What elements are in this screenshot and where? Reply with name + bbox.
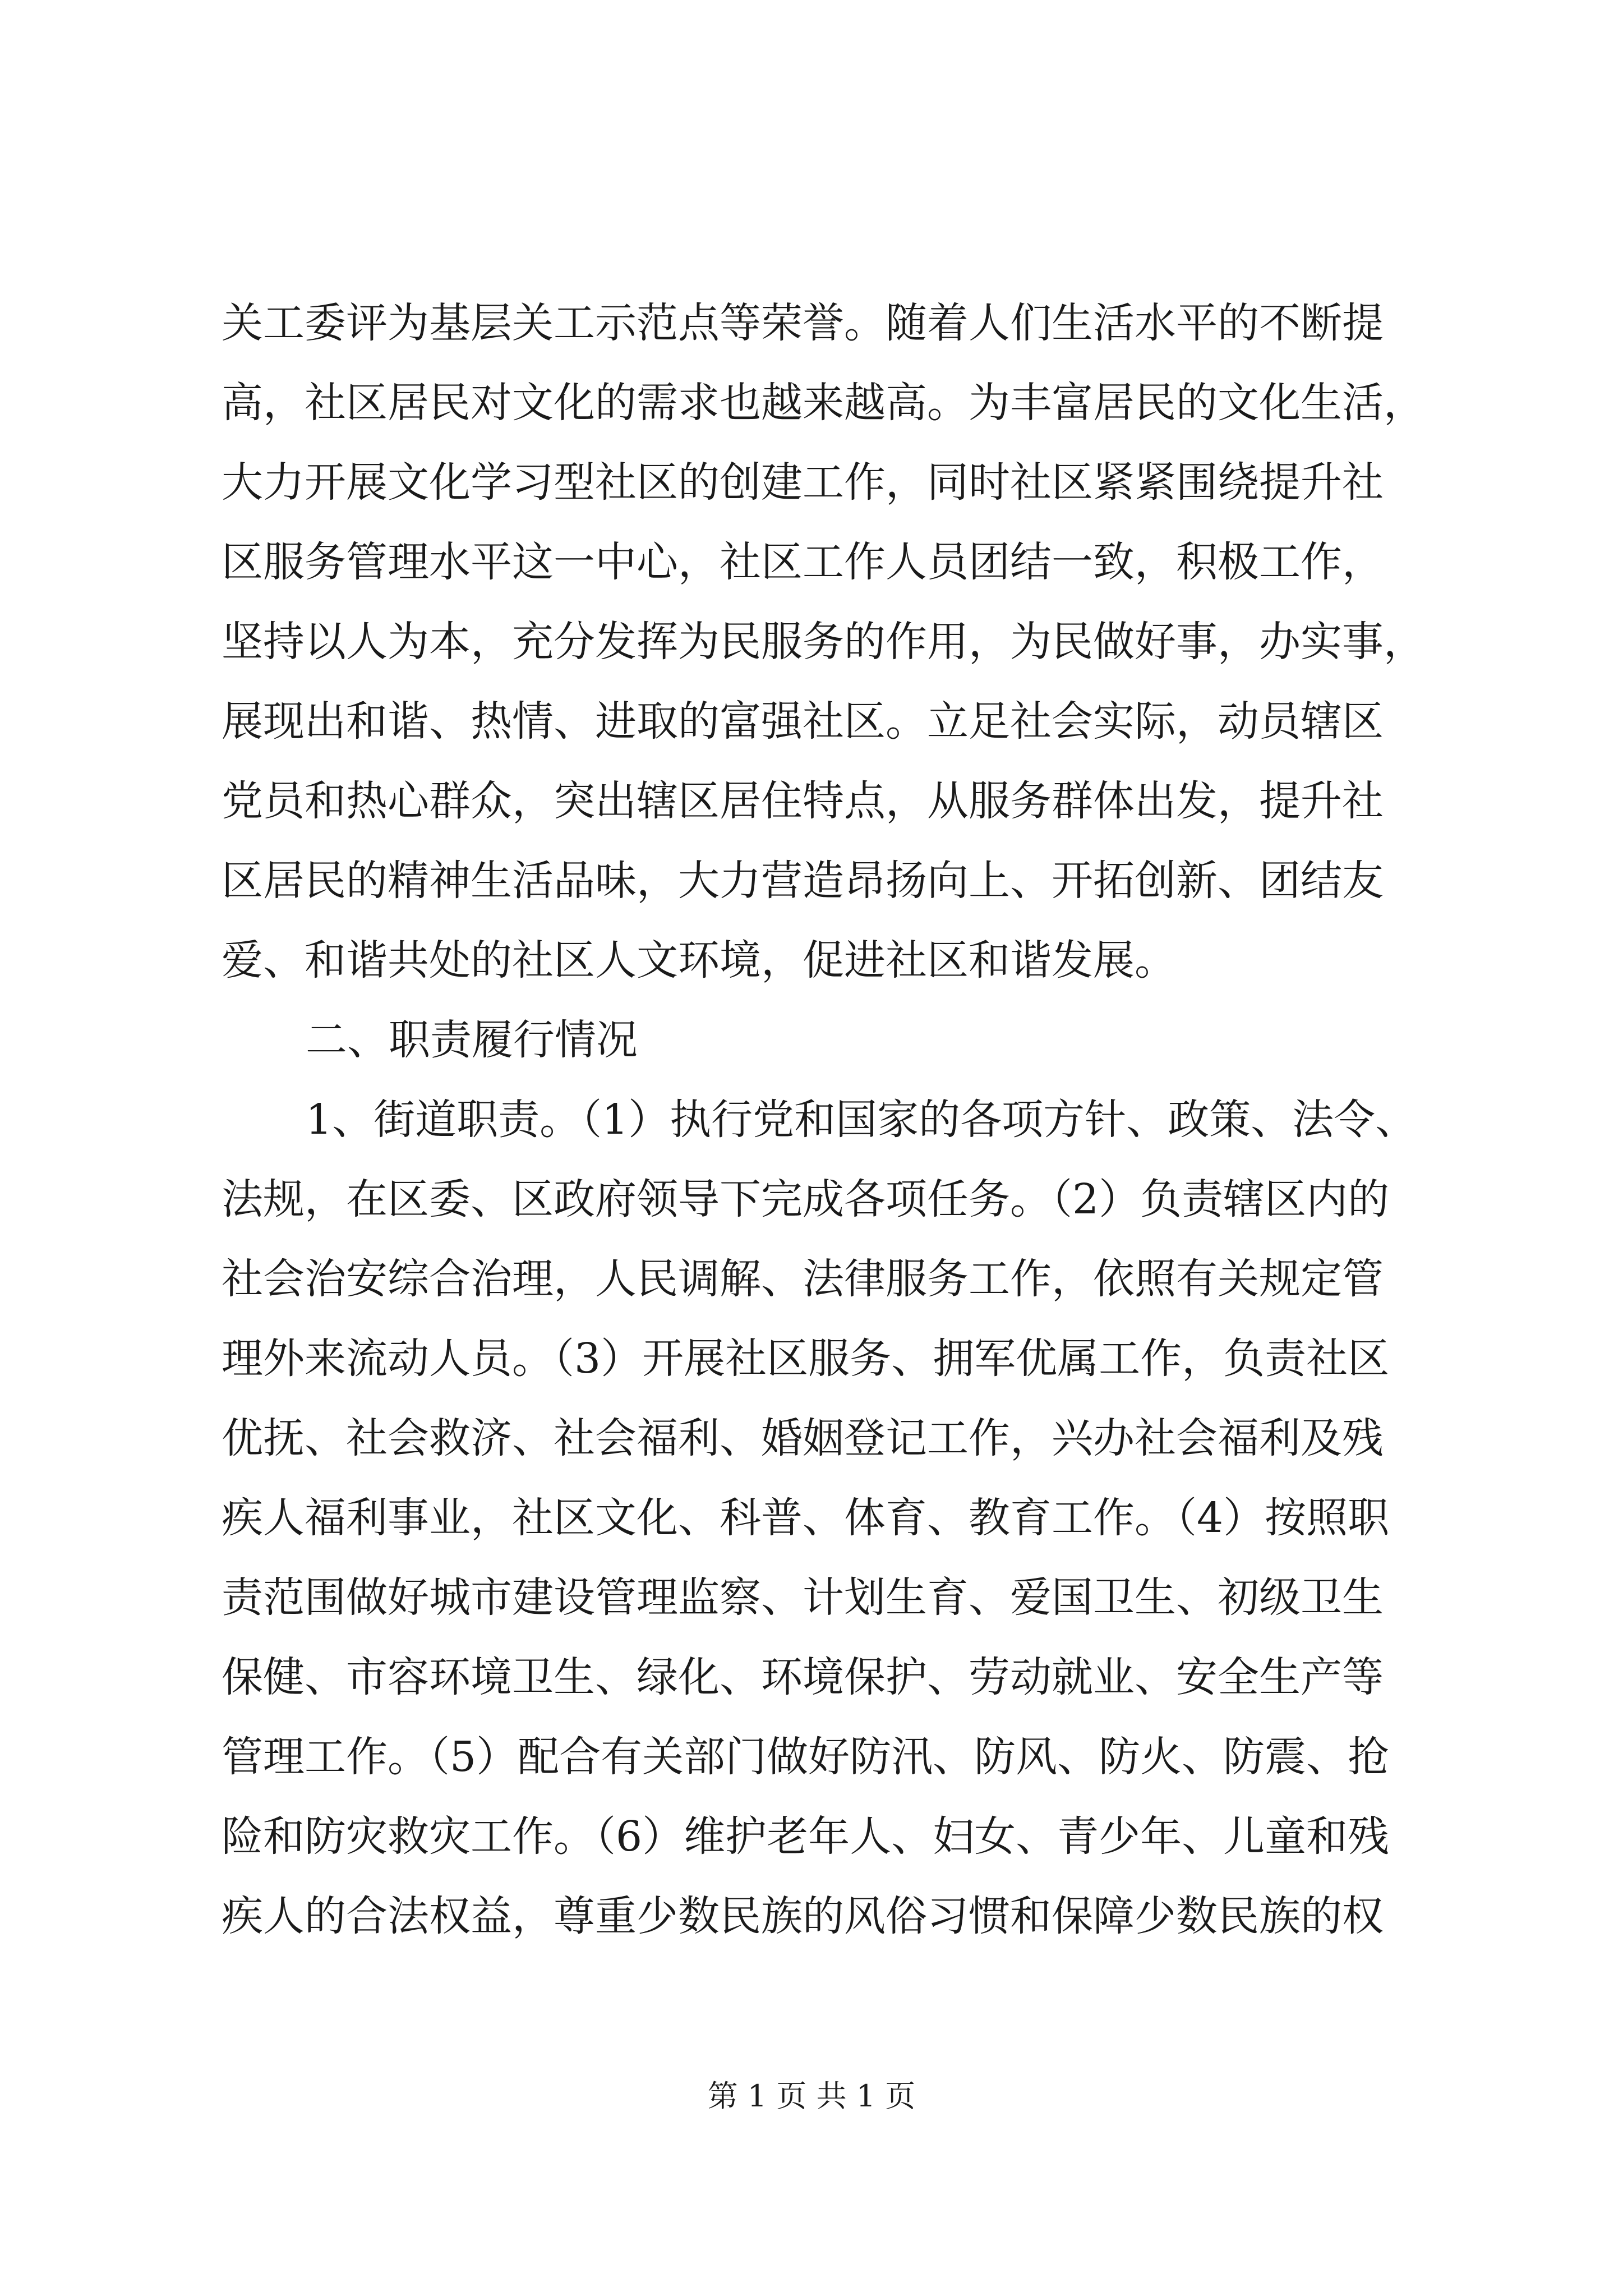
body-text — [222, 283, 1444, 1956]
text-line: 险和防灾救灾工作。（6）维护老年人、妇女、青少年、儿童和残 — [222, 1812, 1390, 1861]
text-line: 区服务管理水平这一中心，社区工作人员团结一致，积极工作， — [222, 538, 1384, 586]
text-line: 爱、和谐共处的社区人文环境，促进社区和谐发展。 — [222, 936, 1176, 984]
text-line: 1、街道职责。（1）执行党和国家的各项方针、政策、法令、 — [306, 1096, 1417, 1144]
text-line: 疾人福利事业，社区文化、科普、体育、教育工作。（4）按照职 — [222, 1494, 1390, 1542]
text-line: 优抚、社会救济、社会福利、婚姻登记工作，兴办社会福利及残 — [222, 1414, 1384, 1462]
text-line: 社会治安综合治理，人民调解、法律服务工作，依照有关规定管 — [222, 1255, 1384, 1303]
section-heading: 二、职责履行情况 — [306, 1016, 638, 1064]
text-line: 管理工作。（5）配合有关部门做好防汛、防风、防火、防震、抢 — [222, 1733, 1390, 1781]
text-line: 高，社区居民对文化的需求也越来越高。为丰富居民的文化生活， — [222, 379, 1425, 427]
text-line: 保健、市容环境卫生、绿化、环境保护、劳动就业、安全生产等 — [222, 1653, 1384, 1701]
text-line: 区居民的精神生活品味，大力营造昂扬向上、开拓创新、团结友 — [222, 857, 1384, 905]
text-line: 理外来流动人员。（3）开展社区服务、拥军优属工作，负责社区 — [222, 1335, 1390, 1383]
text-line: 关工委评为基层关工示范点等荣誉。随着人们生活水平的不断提 — [222, 299, 1384, 347]
text-line: 疾人的合法权益，尊重少数民族的风俗习惯和保障少数民族的权 — [222, 1892, 1384, 1940]
text-line: 坚持以人为本，充分发挥为民服务的作用，为民做好事，办实事， — [222, 618, 1425, 666]
text-line: 展现出和谐、热情、进取的富强社区。立足社会实际，动员辖区 — [222, 697, 1384, 746]
page-footer: 第 1 页 共 1 页 — [707, 2078, 916, 2114]
text-line: 责范围做好城市建设管理监察、计划生育、爱国卫生、初级卫生 — [222, 1573, 1384, 1622]
text-line: 大力开展文化学习型社区的创建工作，同时社区紧紧围绕提升社 — [222, 458, 1384, 507]
text-line: 法规，在区委、区政府领导下完成各项任务。（2）负责辖区内的 — [222, 1175, 1390, 1223]
text-line: 党员和热心群众，突出辖区居住特点，从服务群体出发，提升社 — [222, 777, 1384, 825]
